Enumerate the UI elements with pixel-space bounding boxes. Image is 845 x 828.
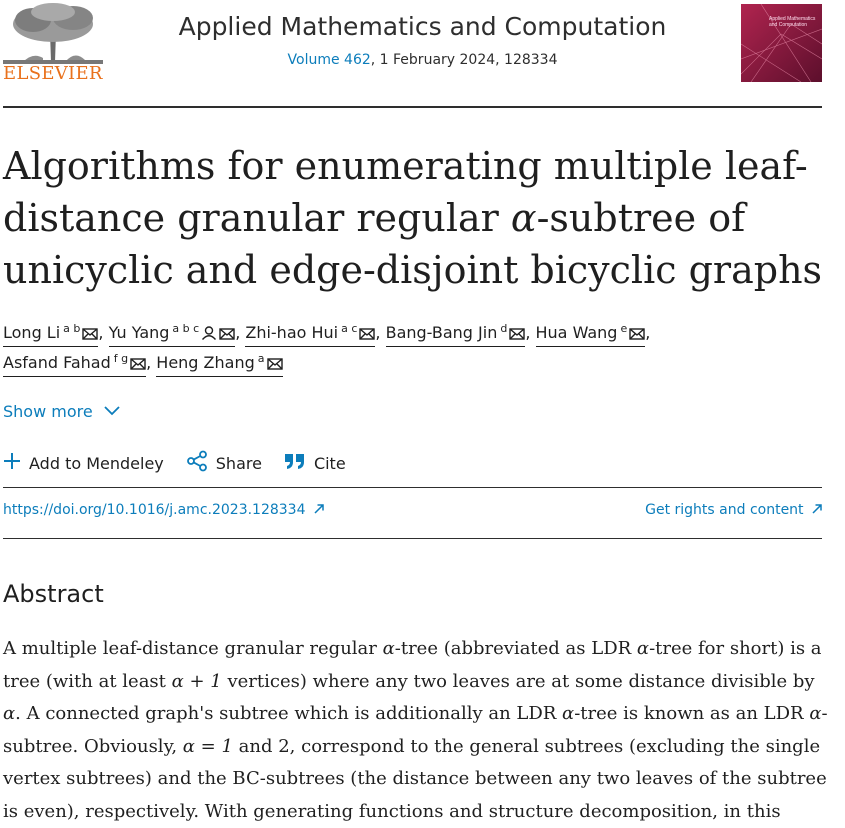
author-heng-zhang[interactable] xyxy=(156,348,282,377)
envelope-icon xyxy=(359,324,375,346)
external-link-icon xyxy=(314,502,324,518)
author-name: Bang-Bang Jin xyxy=(385,323,498,342)
author-hua-wang[interactable] xyxy=(536,318,646,347)
add-to-mendeley-button[interactable] xyxy=(3,452,164,474)
external-link-icon xyxy=(812,502,822,518)
title-text-2: -subtree of unicyclic and edge-disjoint bicyclic graphs xyxy=(3,196,823,292)
abstract-alpha: α xyxy=(3,703,16,724)
abstract-fragment: -tree for short) is a tree (with at least xyxy=(3,638,822,692)
article-actions xyxy=(3,450,346,476)
abstract-fragment: vertices) where any two leaves are at some distance divisible by xyxy=(221,670,815,692)
issue-details: , 1 February 2024, 128334 xyxy=(370,52,558,68)
show-more-label: Show more xyxy=(3,402,93,421)
envelope-icon xyxy=(267,354,283,376)
journal-title[interactable]: Applied Mathematics and Computation xyxy=(178,12,667,41)
envelope-icon xyxy=(82,324,98,346)
author-list: Long Li $^{a b}$ , Yu Yang $^{a b c}$ , Zhi-hao Hui $^{a c}$ , Bang-Bang Jin $^d$ , Hua Wang $^e$ , Asfand Fahad $^{f g}$ , Heng Zhang $^a$ xyxy=(3,318,833,378)
author-name: Asfand Fahad xyxy=(3,353,111,372)
rights-text: Get rights and content xyxy=(645,502,804,518)
envelope-icon xyxy=(509,324,525,346)
person-icon xyxy=(201,324,217,346)
rights-link[interactable] xyxy=(645,502,822,518)
elsevier-tree-icon xyxy=(3,2,103,64)
mendeley-label: Add to Mendeley xyxy=(29,453,164,473)
quote-icon xyxy=(284,452,306,474)
abstract-alpha: α xyxy=(562,703,575,724)
author-zhi-hao-hui[interactable] xyxy=(245,318,375,347)
abstract-fragment: and 2, correspond to the general subtrees (excluding the single vertex subtrees) and the BC-subtrees (the distance between any two leaves of the subtree is even), respectively. With generating functions and structure decomposition, in this xyxy=(3,735,827,822)
share-icon xyxy=(186,450,208,476)
doi-divider xyxy=(3,538,822,539)
volume-link[interactable]: Volume 462 xyxy=(287,52,371,68)
envelope-icon xyxy=(130,354,146,376)
cite-label: Cite xyxy=(313,453,346,473)
article-title xyxy=(3,140,833,296)
header-divider xyxy=(3,106,822,108)
author-affiliation: d xyxy=(500,322,508,335)
abstract-math: α + 1 xyxy=(171,670,222,692)
elsevier-wordmark: ELSEVIER xyxy=(3,63,103,84)
title-text-1: Algorithms for enumerating multiple leaf-distance granular regular xyxy=(3,144,808,240)
doi-link[interactable] xyxy=(3,502,324,518)
author-affiliation: a b xyxy=(63,322,81,335)
abstract-fragment: -subtree. Obviously, xyxy=(3,703,828,757)
cover-title: Applied Mathematics and Computation xyxy=(769,16,816,28)
share-button[interactable] xyxy=(186,450,262,476)
author-affiliation: e xyxy=(620,322,628,335)
author-name: Hua Wang xyxy=(535,323,618,342)
author-affiliation: a b c xyxy=(172,322,200,335)
abstract-alpha: α xyxy=(809,703,822,724)
show-more-button[interactable] xyxy=(3,401,120,421)
author-affiliation: a c xyxy=(341,322,358,335)
abstract-fragment: -tree (abbreviated as LDR xyxy=(394,638,637,659)
envelope-icon xyxy=(629,324,645,346)
author-bang-bang-jin[interactable] xyxy=(386,318,526,347)
doi-text: https://doi.org/10.1016/j.amc.2023.128334 xyxy=(3,502,306,518)
abstract-fragment: -tree is known as an LDR xyxy=(574,703,810,724)
author-name: Long Li xyxy=(3,323,61,342)
actions-divider xyxy=(3,487,822,488)
author-yu-yang[interactable] xyxy=(109,318,236,347)
abstract-heading: Abstract xyxy=(3,580,104,608)
abstract-alpha: α xyxy=(382,638,395,659)
author-name: Zhi-hao Hui xyxy=(245,323,339,342)
cite-button[interactable] xyxy=(284,452,346,474)
author-long-li[interactable] xyxy=(3,318,98,347)
journal-cover-image[interactable] xyxy=(741,4,822,82)
share-label: Share xyxy=(215,453,262,473)
author-asfand-fahad[interactable] xyxy=(3,348,146,377)
author-name: Yu Yang xyxy=(108,323,170,342)
title-alpha: α xyxy=(510,196,537,240)
plus-icon xyxy=(3,452,21,474)
abstract-text xyxy=(3,633,833,828)
author-affiliation: f g xyxy=(113,352,129,365)
abstract-math: α = 1 xyxy=(182,735,233,757)
issue-info xyxy=(110,52,735,68)
author-name: Heng Zhang xyxy=(156,353,255,372)
author-affiliation: a xyxy=(257,352,265,365)
chevron-down-icon xyxy=(104,401,120,420)
abstract-fragment: A multiple leaf-distance granular regular xyxy=(3,638,383,659)
envelope-icon xyxy=(219,324,235,346)
abstract-alpha: α xyxy=(636,638,650,659)
abstract-fragment: . A connected graph's subtree which is additionally an LDR xyxy=(15,703,563,724)
